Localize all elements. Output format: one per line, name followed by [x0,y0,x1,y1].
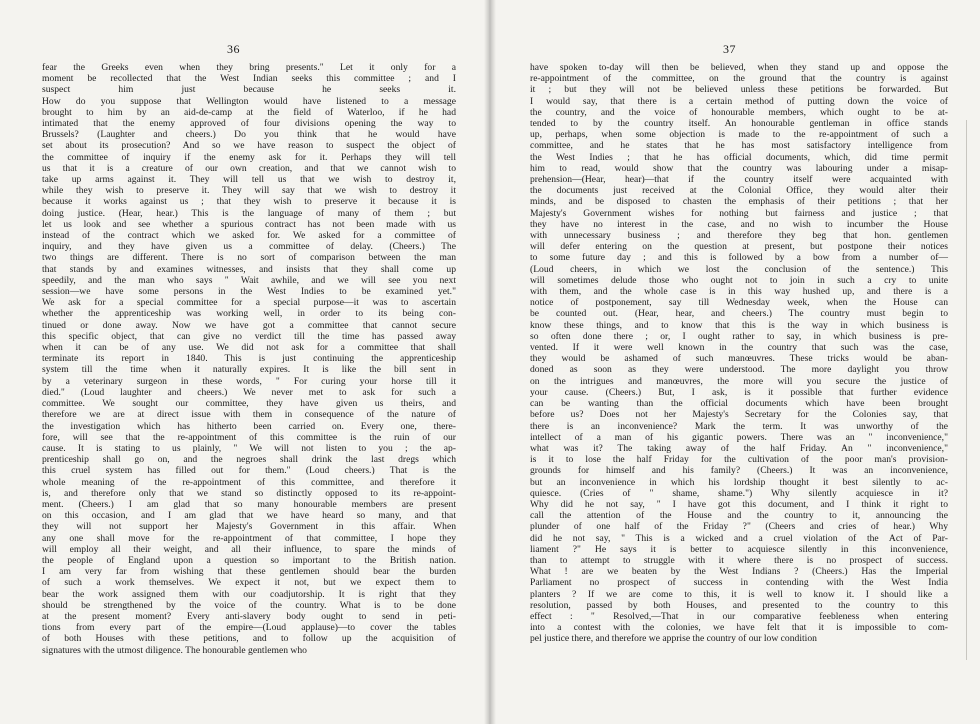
text-line: inquiry, and they have given us a committee of delay. (Cheers.) The [42,241,456,253]
text-line: Brussels? (Laughter and cheers.) Do you think that he would have [42,129,456,141]
text-line: because it works against us ; that they wish to preserve it because it is [42,196,456,208]
text-line: prenticeship shall go on, and the negroes shall drink the last dregs which [42,454,456,466]
text-line: planters ? If we are come to this, it is well to know it. I should like a [530,588,948,600]
text-line: Parliament no prospect of success in contending with the West India [530,577,948,589]
page-body-text [42,62,456,656]
text-line: the documents just received at the Colonial Office, they would alter their [530,185,948,197]
text-line: system till the time when it naturally expires. It is like the bill sent in [42,364,456,376]
text-line: quiesce. (Cries of " shame, shame.") Why silently acquiesce in it? [530,487,948,499]
text-line: before us? Does not her Majesty's Secretary for the Colonies say, that [530,409,948,421]
text-line: that stands by and examines witnesses, and insists that they shall come up [42,263,456,275]
text-line: into a contest with the colonies, we have felt that it is impossible to com- [530,622,948,634]
text-line: did he not say, " This is a wicked and a cruel violation of the Act of Par- [530,532,948,544]
text-line: doned as soon as they were understood. The more daylight you throw [530,364,948,376]
text-line: at the present moment? Every anti-slavery body ought to send in peti- [42,610,456,622]
page-body-text [530,62,948,645]
text-line: will employ all their weight, and all their influence, to spare the minds of [42,543,456,555]
text-line: suspect him just because he seeks it. [42,84,456,96]
text-line: be counted out. (Hear, hear, and cheers.) The country must begin to [530,308,948,320]
text-line: plunder of one half of the Friday ?" (Cheers and cries of hear.) Why [530,521,948,533]
text-line: the country, and the voice of honourable members, which ought to be at- [530,106,948,118]
text-line: the West Indies ; that he has official documents, which, did time permit [530,151,948,163]
text-line: therefore we are at direct issue with them in consequence of the nature of [42,409,456,421]
text-line: tended to by the country itself. An honourable gentleman in office stands [530,118,948,130]
text-line: so often done there ; or, I ought rather to say, in which business is pre- [530,330,948,342]
text-line: tinued or done away. Now we have got a committee that cannot secure [42,319,456,331]
text-line: this cruel system has filled out for them." (Loud cheers.) That is the [42,465,456,477]
text-line: your cause. (Cheers.) But, I ask, is it possible that further evidence [530,386,948,398]
text-line: prehension—(Hear, hear)—that if the country itself were acquainted with [530,174,948,186]
text-line: ment. (Cheers.) I am glad that so many honourable members are present [42,498,456,510]
text-line: (Loud cheers, in which we lost the conclusion of the sentence.) This [530,263,948,275]
text-line: fore, will see that the re-appointment of this committee is the ruin of our [42,431,456,443]
text-line: what was it? The taking away of the half Friday. An " inconvenience," [530,442,948,454]
text-line: cause. It is stating to us plainly, " We will not listen to you ; the ap- [42,442,456,454]
text-line: by a veterinary surgeon in these words, " For curing your horse till it [42,375,456,387]
text-line: while they wish to preserve it. They will say that we wish to destroy it [42,185,456,197]
text-line: will sometimes delude those who ought not to join in such a cry to unite [530,274,948,286]
text-line: him to read, would show that the country was labouring under a misap- [530,162,948,174]
text-line: vented. If it were well known in the country that such was the case, [530,342,948,354]
text-line: us that it is a creature of our own creation, and that we cannot wish to [42,162,456,174]
text-line: set about its prosecution? And so we have reason to suspect the object of [42,140,456,152]
page-number: 36 [227,42,240,56]
text-line: terminate its report in 1840. This is just continuing the apprenticeship [42,353,456,365]
text-line: I would say, that there is a certain method of putting down the voice of [530,95,948,107]
text-line: up, perhaps, when some objection is made to the re-appointment of such a [530,129,948,141]
text-line: they have no interest in the case, and no wish to incumber the House [530,218,948,230]
text-line: of both Houses with these petitions, and to follow up the acquisition of [42,633,456,645]
text-line: it ; but they will not be believed unless these petitions be forwarded. But [530,84,948,96]
text-line: died." (Loud laughter and cheers.) We never met to ask for such a [42,386,456,398]
text-line: instead of the contract which we asked for. We asked for a committee of [42,230,456,242]
text-line: with them, and the whole case is in this way hushed up, and there is a [530,286,948,298]
text-line: What ! are we beaten by the West Indians ? (Cheers.) Has the Imperial [530,566,948,578]
text-line: on the intrigues and manœuvres, the more will you secure the justice of [530,375,948,387]
text-line: will defer entering on the question at present, but postpone their notices [530,241,948,253]
text-line: session—we have some persons in the West Indies to be examined yet." [42,286,456,298]
text-line: We ask for a special committee for a special purpose—it was to ascertain [42,297,456,309]
text-line: signatures with the utmost diligence. The honourable gentlemen who [42,644,307,656]
text-line: with unnecessary business ; and therefore they beg that hon. gentlemen [530,230,948,242]
text-line: brought to him by an aid-de-camp at the field of Waterloo, if he had [42,106,456,118]
text-line: the people of England upon a question so important to the British nation. [42,554,456,566]
text-line: they would be ashamed of such manœuvres. These tricks would be aban- [530,353,948,365]
text-line: doing justice. (Hear, hear.) This is the language of many of them ; but [42,207,456,219]
text-line: committee. We sought our committee, they have given us theirs, and [42,398,456,410]
text-line: should be strengthened by the voice of the country. What is to be done [42,599,456,611]
text-line: any one shall move for the re-appointment of that committee, I hope they [42,532,456,544]
text-line: intellect of a man of his gigantic powers. There was an " inconvenience," [530,431,948,443]
text-line: have spoken to-day will then be believed, when they stand up and oppose the [530,62,948,73]
text-line: on this occasion, and I am glad that we have heard so many, and that [42,510,456,522]
text-line: there is an inconvenience? Mark the term. It was unworthy of the [530,420,948,432]
text-line: but an inconvenience in which his lordship thought it best silently to ac- [530,476,948,488]
text-line: bear the work assigned them with our coadjutorship. It is right that they [42,588,456,600]
text-line: whether the apprenticeship was working well, in order to its being con- [42,308,456,320]
text-line: fear the Greeks even when they bring presents." Let it only for a [42,62,456,73]
text-line: effect : " Resolved,—That in our comparative feebleness when entering [530,610,948,622]
text-line: liament ?" He says it is better to acquiesce silently in this inconvenience, [530,543,948,555]
right-page [490,0,980,724]
page-number: 37 [723,42,736,56]
text-line: minds, and be disposed to chasten the emphasis of their petitions ; that her [530,196,948,208]
text-line: speedily, and the man who says " Wait awhile, and we will see you next [42,274,456,286]
text-line: of such a work themselves. We expect it not, but we expect them to [42,577,456,589]
text-line: tions from every part of the empire—(Loud applause)—to cover the tables [42,622,456,634]
text-line: this specific object, that can give no verdict till the time has passed away [42,330,456,342]
page-edge [966,120,971,660]
text-line: two things are different. There is no sort of comparison between the man [42,252,456,264]
text-line: call the attention of the House and the country to it, announcing the [530,510,948,522]
text-line: let us look and see whether a spurious contract has not been made with us [42,218,456,230]
text-line: pel justice there, and therefore we apprise the country of our low condition [530,633,817,645]
text-line: committee, and he states that he has most satisfactory intelligence from [530,140,948,152]
text-line: intimated that the enemy approved of four divisions opening the way to [42,118,456,130]
text-line: Why did he not say, " I have got this document, and I think it right to [530,498,948,510]
text-line: is, and therefore only that we stand so distinctly opposed to its re-appoint- [42,487,456,499]
text-line: the committee of inquiry if the enemy ask for it. Perhaps they will tell [42,151,456,163]
text-line: know these things, and to know that this is the way in which business is [530,319,948,331]
text-line: can be wanting than the official documents which have been brought [530,398,948,410]
text-line: whole meaning of the re-appointment of this committee, and therefore it [42,476,456,488]
text-line: re-appointment of the committee, on the ground that the country is against [530,73,948,85]
text-line: than to attempt to struggle with it where there is no prospect of success. [530,554,948,566]
text-line: How do you suppose that Wellington would have listened to a message [42,95,456,107]
text-line: is it to lose the half Friday for the cultivation of the poor man's provision- [530,454,948,466]
text-line: grounds for himself and his family? (Cheers.) It was an inconvenience, [530,465,948,477]
text-line: to some future day ; and this is followed by a bow from a number of— [530,252,948,264]
text-line: resolution, passed by both Houses, and presented to the country to this [530,599,948,611]
text-line: take up arms against it. They will tell us that we wish to destroy it, [42,174,456,186]
text-line: moment be recollected that the West Indian seeks this committee ; and I [42,73,456,85]
text-line: the investigation which has hitherto been carried on. Every one, there- [42,420,456,432]
text-line: notice of postponement, say till Wednesday week, when the House can [530,297,948,309]
text-line: I am very far from wishing that these gentlemen should bear the burden [42,566,456,578]
text-line: when it can be of any use. We did not ask for a committee that shall [42,342,456,354]
text-line: they will not support her Majesty's Government in this affair. When [42,521,456,533]
text-line: Majesty's Government wishes for nothing but fairness and justice ; that [530,207,948,219]
